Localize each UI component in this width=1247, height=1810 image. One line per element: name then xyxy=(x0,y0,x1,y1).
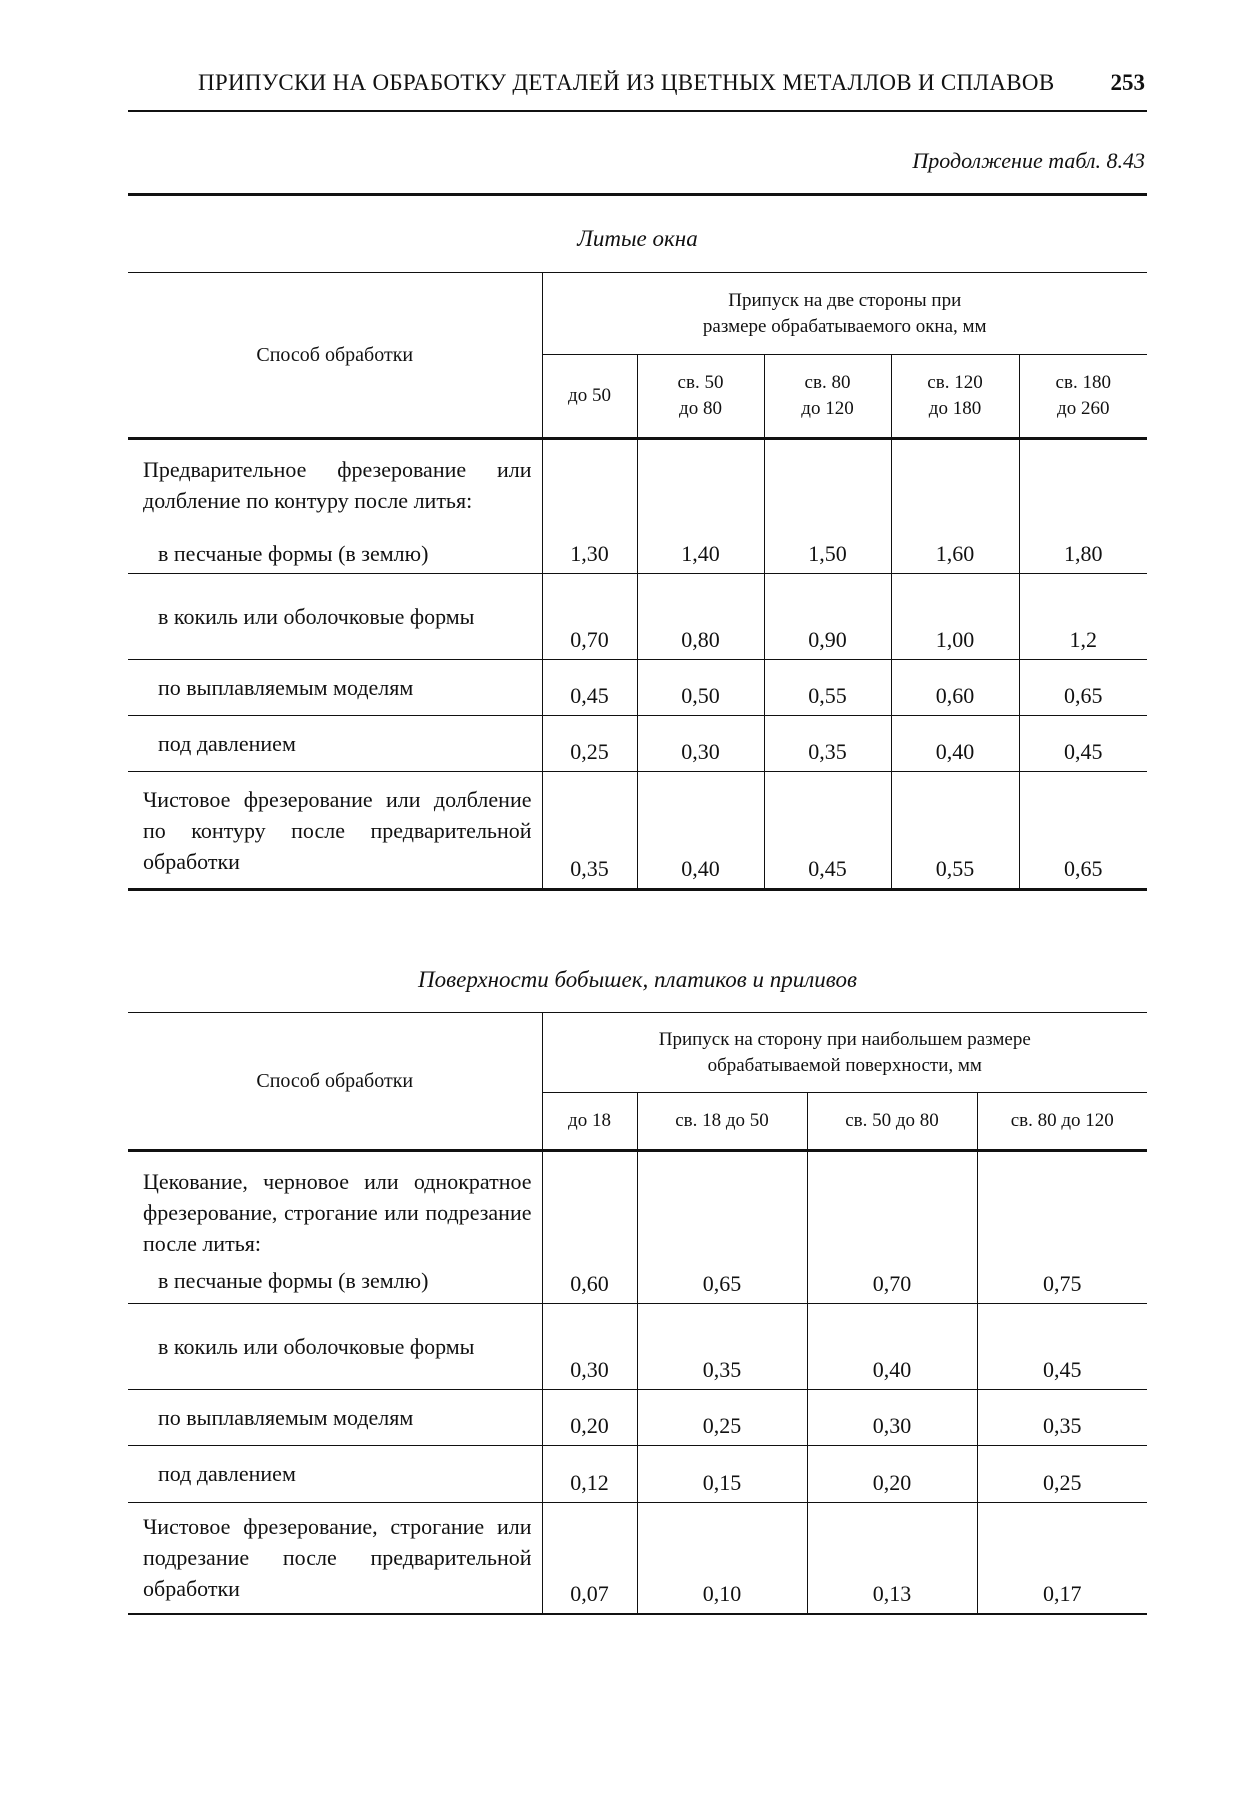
table2-col-header: до 18 xyxy=(542,1093,637,1151)
value-cell: 0,70 xyxy=(542,574,637,660)
table1-col-header-line1: св. 120 xyxy=(927,372,983,393)
value-cell: 0,20 xyxy=(542,1389,637,1445)
table-row xyxy=(128,1445,1147,1502)
table-row xyxy=(128,535,1147,574)
top-rule xyxy=(128,193,1147,196)
value-cell: 0,75 xyxy=(977,1259,1147,1303)
table2-group-header-line2: обрабатываемой поверхности, мм xyxy=(707,1054,982,1076)
table-row xyxy=(128,1303,1147,1389)
table-row xyxy=(128,660,1147,716)
value-cell: 0,45 xyxy=(542,660,637,716)
value-cell: 0,65 xyxy=(1019,772,1147,890)
value-cell: 0,45 xyxy=(977,1303,1147,1389)
value-cell: 1,00 xyxy=(891,574,1019,660)
value-cell: 0,55 xyxy=(891,772,1019,890)
running-title: ПРИПУСКИ НА ОБРАБОТКУ ДЕТАЛЕЙ ИЗ ЦВЕТНЫХ МЕТАЛЛОВ И СПЛАВОВ xyxy=(198,70,1055,95)
table2-method-header: Способ обработки xyxy=(128,1013,542,1151)
value-cell: 0,70 xyxy=(807,1259,977,1303)
row-method: в песчаные формы (в землю) xyxy=(128,1259,542,1303)
table2-col-header: св. 80 до 120 xyxy=(977,1093,1147,1151)
row-method: в кокиль или оболочковые формы xyxy=(128,1303,542,1389)
row-method: Предварительное фрезерование или долбление по контуру после литья: xyxy=(128,439,542,535)
value-cell: 0,80 xyxy=(637,574,764,660)
value-cell xyxy=(637,439,764,535)
value-cell: 0,07 xyxy=(542,1502,637,1614)
value-cell: 1,2 xyxy=(1019,574,1147,660)
value-cell: 0,10 xyxy=(637,1502,807,1614)
value-cell: 0,12 xyxy=(542,1445,637,1502)
row-method: Цекование, черновое или однократное фрезерование, строгание или подрезание после литья: xyxy=(128,1151,542,1260)
value-cell: 0,55 xyxy=(764,660,891,716)
value-cell: 1,40 xyxy=(637,535,764,574)
table1-col-header-line1: св. 50 xyxy=(677,372,724,393)
value-cell: 0,25 xyxy=(542,716,637,772)
value-cell xyxy=(764,439,891,535)
table2-col-header: св. 18 до 50 xyxy=(637,1093,807,1151)
row-method: по выплавляемым моделям xyxy=(128,1389,542,1445)
table1-col-header-line2: до 80 xyxy=(679,398,722,419)
table1-col-header xyxy=(637,355,764,439)
value-cell xyxy=(542,1151,637,1260)
value-cell: 1,60 xyxy=(891,535,1019,574)
table2-group-header xyxy=(542,1013,1147,1093)
table1-title: Литые окна xyxy=(577,226,698,251)
page-number: 253 xyxy=(1110,70,1145,95)
value-cell: 0,60 xyxy=(542,1259,637,1303)
row-method: Чистовое фрезерование, строгание или подрезание после предварительной обработки xyxy=(128,1502,542,1614)
table-row xyxy=(128,574,1147,660)
value-cell: 0,90 xyxy=(764,574,891,660)
table1-col-header-line1: св. 180 xyxy=(1055,372,1111,393)
table-row xyxy=(128,716,1147,772)
table-row xyxy=(128,439,1147,535)
value-cell: 0,30 xyxy=(807,1389,977,1445)
value-cell: 0,30 xyxy=(542,1303,637,1389)
table2-title: Поверхности бобышек, платиков и приливов xyxy=(418,967,857,992)
value-cell: 0,45 xyxy=(1019,716,1147,772)
value-cell: 1,50 xyxy=(764,535,891,574)
table1-col-header-line2: до 120 xyxy=(801,398,854,419)
table-row xyxy=(128,1151,1147,1260)
table2-group-header-line1: Припуск на сторону при наибольшем размере xyxy=(658,1028,1031,1050)
table2-col-header: св. 50 до 80 xyxy=(807,1093,977,1151)
row-method: в кокиль или оболочковые формы xyxy=(128,574,542,660)
table1-col-header xyxy=(542,355,637,439)
value-cell: 0,65 xyxy=(1019,660,1147,716)
value-cell xyxy=(891,439,1019,535)
value-cell xyxy=(542,439,637,535)
row-method: Чистовое фрезерование или долбление по контуру после предварительной обработки xyxy=(128,772,542,890)
value-cell: 0,20 xyxy=(807,1445,977,1502)
value-cell: 0,35 xyxy=(977,1389,1147,1445)
table1-group-header-line1: Припуск на две стороны при xyxy=(728,289,962,311)
table1-group-header-line2: размере обрабатываемого окна, мм xyxy=(702,315,987,337)
value-cell: 1,30 xyxy=(542,535,637,574)
value-cell xyxy=(1019,439,1147,535)
table-row xyxy=(128,1259,1147,1303)
value-cell: 0,30 xyxy=(637,716,764,772)
table1-col-header-line1: св. 80 xyxy=(804,372,851,393)
running-header xyxy=(128,70,1147,112)
value-cell: 0,25 xyxy=(637,1389,807,1445)
table1-col-header-line2: до 260 xyxy=(1057,398,1110,419)
value-cell: 0,35 xyxy=(764,716,891,772)
table1-col-header xyxy=(764,355,891,439)
value-cell xyxy=(977,1151,1147,1260)
value-cell: 0,40 xyxy=(807,1303,977,1389)
table-row xyxy=(128,1389,1147,1445)
value-cell: 0,15 xyxy=(637,1445,807,1502)
row-method: в песчаные формы (в землю) xyxy=(128,535,542,574)
table-row xyxy=(128,1502,1147,1614)
value-cell: 0,35 xyxy=(637,1303,807,1389)
table1-col-header-line1: до 50 xyxy=(568,385,611,406)
table1 xyxy=(128,272,1147,891)
value-cell xyxy=(637,1151,807,1260)
table1-method-header: Способ обработки xyxy=(128,273,542,439)
value-cell: 0,65 xyxy=(637,1259,807,1303)
value-cell: 1,80 xyxy=(1019,535,1147,574)
table-row xyxy=(128,772,1147,890)
row-method: под давлением xyxy=(128,1445,542,1502)
value-cell: 0,40 xyxy=(637,772,764,890)
value-cell: 0,13 xyxy=(807,1502,977,1614)
value-cell: 0,45 xyxy=(764,772,891,890)
table1-col-header-line2: до 180 xyxy=(928,398,982,419)
value-cell: 0,17 xyxy=(977,1502,1147,1614)
table1-group-header xyxy=(542,273,1147,355)
table1-col-header xyxy=(1019,355,1147,439)
row-method: по выплавляемым моделям xyxy=(128,660,542,716)
value-cell: 0,25 xyxy=(977,1445,1147,1502)
value-cell: 0,40 xyxy=(891,716,1019,772)
table-continuation-note: Продолжение табл. 8.43 xyxy=(912,148,1145,173)
value-cell: 0,35 xyxy=(542,772,637,890)
row-method: под давлением xyxy=(128,716,542,772)
table2 xyxy=(128,1012,1147,1615)
value-cell: 0,60 xyxy=(891,660,1019,716)
value-cell xyxy=(807,1151,977,1260)
value-cell: 0,50 xyxy=(637,660,764,716)
table1-col-header xyxy=(891,355,1019,439)
